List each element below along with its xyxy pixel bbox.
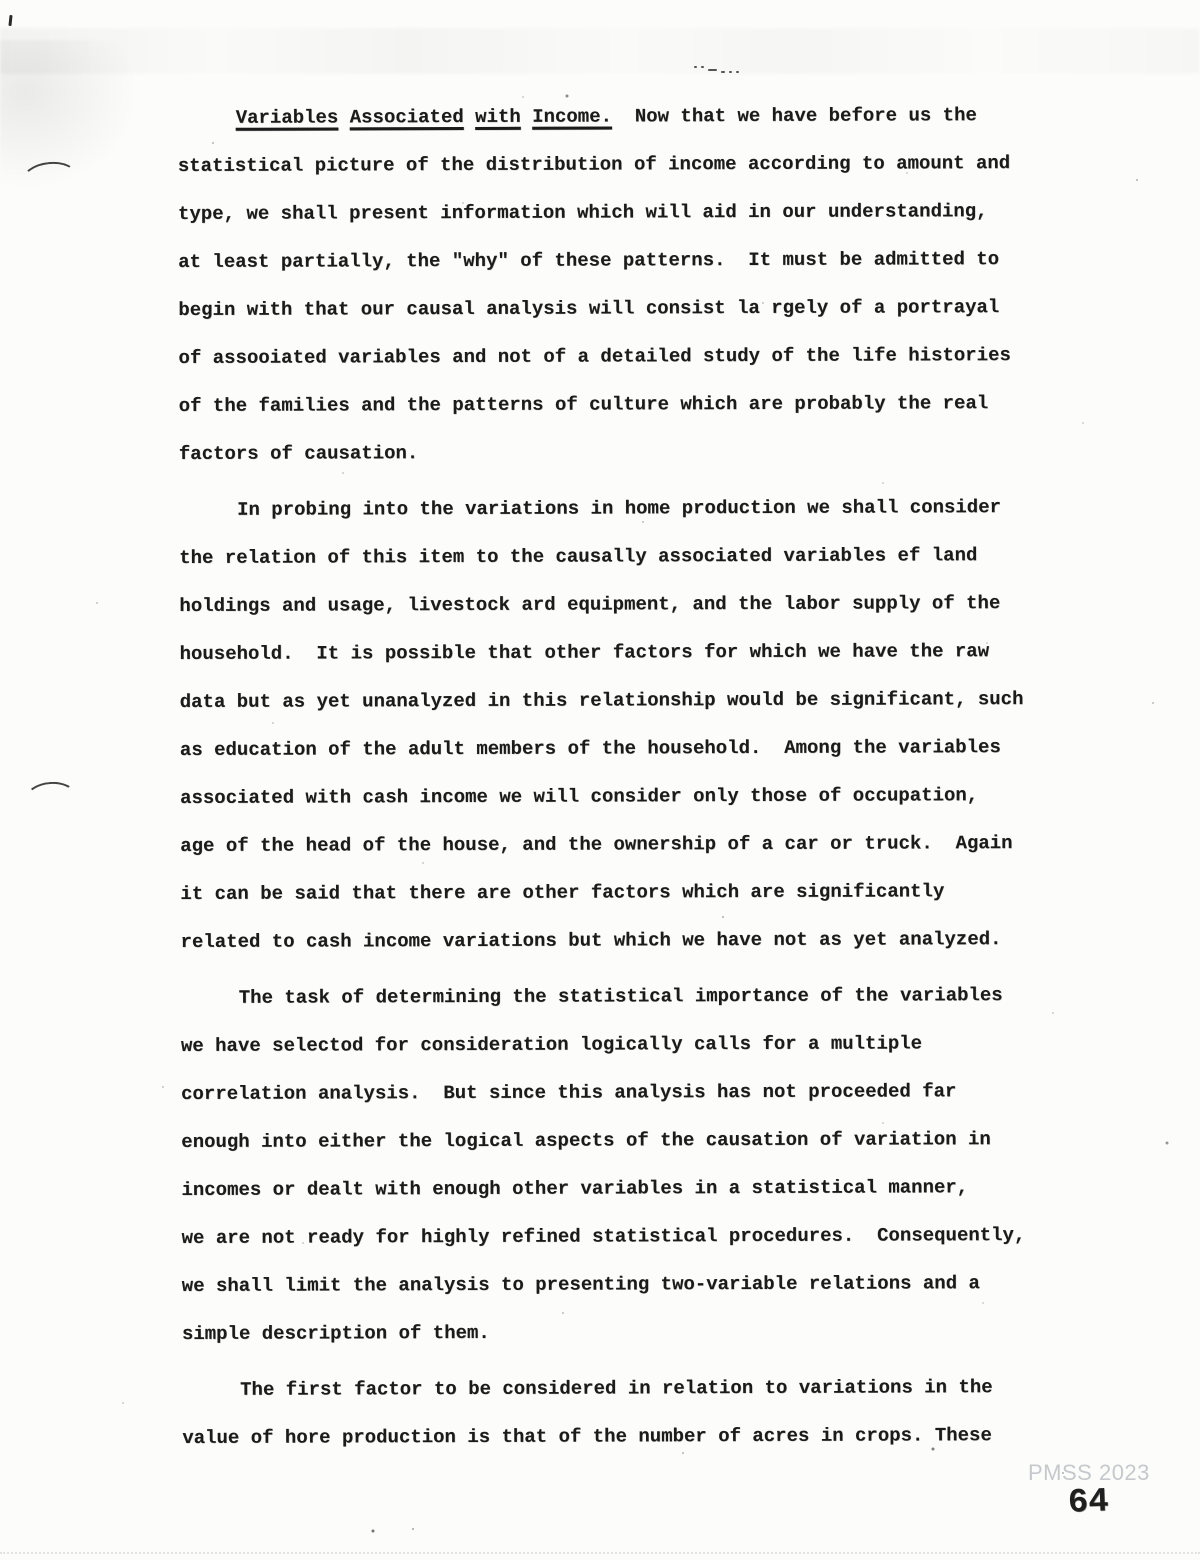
text-line: data but as yet unanalyzed in this relationship would be significant, such	[179, 688, 1024, 714]
text-line: begin with that our causal analysis will consist la rgely of a portrayal	[178, 296, 1000, 322]
paragraph	[182, 1363, 1026, 1462]
pencil-doodle-artifact	[694, 66, 743, 84]
text-line: of assooiated variables and not of a detailed study of the life histories	[178, 344, 1011, 370]
text-line: statistical picture of the distribution of income according to amount and	[177, 152, 1011, 178]
paragraph	[181, 971, 1026, 1358]
heading-space	[464, 106, 475, 128]
heading-space	[338, 106, 349, 128]
heading-word: Income.	[532, 105, 613, 128]
text-line: we shall limit the analysis to presenting two-variable relations and a	[181, 1272, 980, 1297]
text-line: associated with cash income we will consider only those of occupation,	[180, 784, 979, 809]
text-line: The first factor to be considered in relation to variations in the	[240, 1376, 993, 1401]
paragraph-lines	[179, 483, 1024, 966]
text-line: In probing into the variations in home production we shall consider	[237, 496, 1002, 521]
text-line: The task of determining the statistical importance of the variables	[238, 984, 1003, 1009]
scan-noise-band-bottom	[0, 1552, 1200, 1554]
document-text	[178, 91, 1027, 1462]
text-line: type, we shall present information which will aid in our understanding,	[177, 200, 988, 226]
scan-arc-artifact	[25, 780, 77, 813]
text-line: age of the head of the house, and the ownership of a car or truck. Again	[180, 832, 1013, 857]
heading-space	[521, 106, 532, 128]
text-line: holdings and usage, livestock ard equipment, and the labor supply of the	[179, 592, 1001, 618]
text-line: household. It is possible that other factors for which we have the raw	[179, 640, 990, 666]
text-line: the relation of this item to the causally associated variables ef land	[179, 544, 978, 570]
text-line: as education of the adult members of the household. Among the variables	[179, 736, 1001, 762]
text-line: related to cash income variations but which we have not as yet analyzed.	[180, 928, 1002, 953]
text-line: simple description of them.	[181, 1321, 490, 1345]
heading-word: with	[475, 105, 521, 128]
paragraph	[178, 91, 1023, 478]
paragraph	[179, 483, 1024, 966]
text-line: enough into either the logical aspects of the causation of variation in	[181, 1128, 991, 1153]
text-line: it can be said that there are other factors which are significantly	[180, 880, 945, 905]
scan-noise-band	[0, 28, 1200, 74]
text-line: incomes or dealt with enough other variables in a statistical manner,	[181, 1176, 969, 1201]
watermark: PMSS 2023	[1028, 1460, 1150, 1485]
text-line: factors of causation.	[178, 442, 419, 466]
heading-word: Associated	[349, 106, 464, 129]
text-line: value of hore production is that of the number of acres in crops. These	[182, 1424, 992, 1449]
scan-tick-artifact	[8, 15, 12, 26]
text-line: we have selectod for consideration logically calls for a multiple	[180, 1032, 923, 1057]
text-line: at least partially, the "why" of these patterns. It must be admitted to	[178, 248, 1000, 274]
paragraph-lines	[182, 1363, 1026, 1462]
scan-speckles	[0, 0, 2, 2]
paragraph-lines	[178, 139, 1023, 478]
page-number: 64	[1067, 1483, 1110, 1523]
paragraph-lines	[181, 971, 1026, 1358]
heading-tail-text: Now that we have before us the	[611, 104, 977, 128]
text-line: of the families and the patterns of culture which are probably the real	[178, 392, 989, 418]
section-heading-line	[178, 91, 1022, 142]
text-line: correlation analysis. But since this analysis has not proceeded far	[181, 1080, 957, 1105]
heading-word: Variables	[235, 106, 339, 129]
text-line: we are not ready for highly refined statistical procedures. Consequently,	[181, 1224, 1026, 1249]
